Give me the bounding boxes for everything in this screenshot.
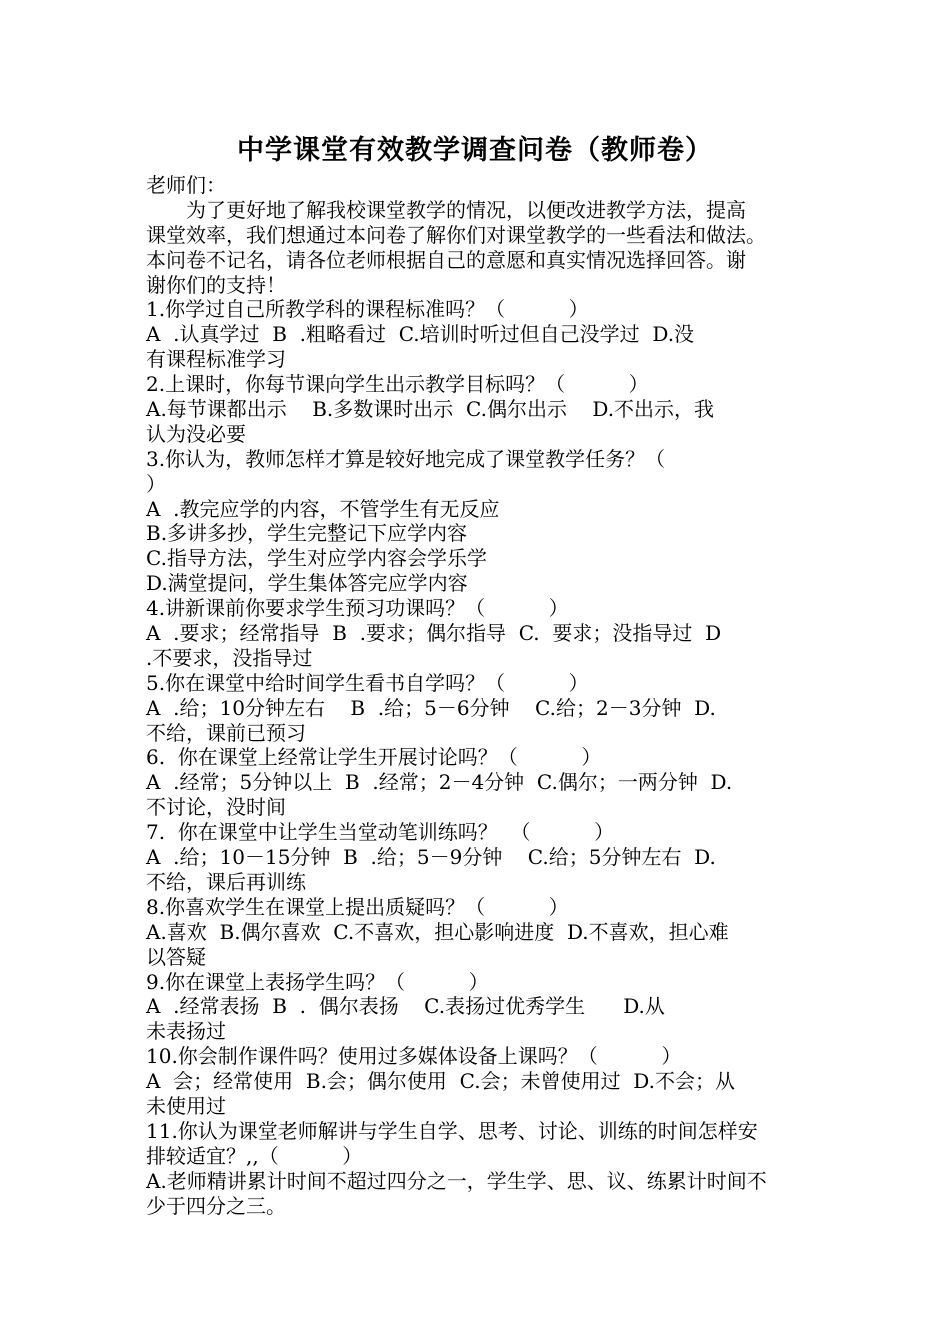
text-line: 8.你喜欢学生在课堂上提出质疑吗？（ ） [146,894,569,919]
text-line: 不给，课前已预习 [146,720,306,745]
text-line: 未使用过 [146,1093,226,1118]
text-line: A .给；10－15分钟 B .给；5－9分钟 C.给；5分钟左右 D. [146,845,716,870]
text-line: 1.你学过自己所教学科的课程标准吗？（ ） [146,297,589,322]
text-line: 不讨论，没时间 [146,795,286,820]
text-line: A .经常；5分钟以上 B .经常；2－4分钟 C.偶尔；一两分钟 D. [146,770,733,795]
text-line: A .经常表扬 B . 偶尔表扬 C.表扬过优秀学生 D.从 [146,994,665,1019]
text-line: A .认真学过 B .粗略看过 C.培训时听过但自己没学过 D.没 [146,322,695,347]
text-line: A.喜欢 B.偶尔喜欢 C.不喜欢，担心影响进度 D.不喜欢，担心难 [146,919,729,944]
text-line: 9.你在课堂上表扬学生吗？（ ） [146,969,489,994]
text-line: 认为没必要 [146,421,246,446]
text-line: 有课程标准学习 [146,347,286,372]
text-line: 谢你们的支持！ [146,272,286,297]
text-line: A .给；10分钟左右 B .给；5－6分钟 C.给；2－3分钟 D. [146,695,716,720]
text-line: A .要求；经常指导 B .要求；偶尔指导 C. 要求；没指导过 D [146,621,722,646]
text-line: 6. 你在课堂上经常让学生开展讨论吗？（ ） [146,745,602,770]
text-line: D.满堂提问，学生集体答完应学内容 [146,571,468,596]
text-line: 以答疑 [146,944,206,969]
text-line: 10.你会制作课件吗？使用过多媒体设备上课吗？（ ） [146,1044,682,1069]
text-line: 4.讲新课前你要求学生预习功课吗？（ ） [146,596,569,621]
text-line: 7. 你在课堂中让学生当堂动笔训练吗？ （ ） [146,820,615,845]
text-line: 未表扬过 [146,1019,226,1044]
text-line: 为了更好地了解我校课堂教学的情况，以便改进教学方法，提高 [146,197,746,222]
text-line: 少于四分之三。 [146,1193,286,1218]
text-line: A .教完应学的内容，不管学生有无反应 [146,496,500,521]
text-line: ） [146,471,166,496]
text-line: 5.你在课堂中给时间学生看书自学吗？（ ） [146,670,589,695]
page-title: 中学课堂有效教学调查问卷（教师卷） [237,135,713,166]
questionnaire-body [146,173,816,1218]
text-line: 老师们： [146,173,226,197]
text-line: 2.上课时，你每节课向学生出示教学目标吗？（ ） [146,372,649,397]
text-line: A.每节课都出示 B.多数课时出示 C.偶尔出示 D.不出示，我 [146,397,715,422]
text-line: .不要求，没指导过 [146,645,313,670]
text-line: 课堂效率，我们想通过本问卷了解你们对课堂教学的一些看法和做法。 [146,222,766,247]
text-line: A.老师精讲累计时间不超过四分之一，学生学、思、议、练累计时间不 [146,1168,767,1193]
text-line: B.多讲多抄，学生完整记下应学内容 [146,521,468,546]
text-line: 11.你认为课堂老师解讲与学生自学、思考、讨论、训练的时间怎样安 [146,1118,758,1143]
text-line: 排较适宜？,,（ ） [146,1143,363,1168]
text-line: C.指导方法，学生对应学内容会学乐学 [146,546,487,571]
text-line: 本问卷不记名，请各位老师根据自己的意愿和真实情况选择回答。谢 [146,247,746,272]
text-line: 不给，课后再训练 [146,869,306,894]
text-line: 3.你认为，教师怎样才算是较好地完成了课堂教学任务？（ [146,446,666,471]
text-line: A 会；经常使用 B.会；偶尔使用 C.会；未曾使用过 D.不会；从 [146,1069,735,1094]
